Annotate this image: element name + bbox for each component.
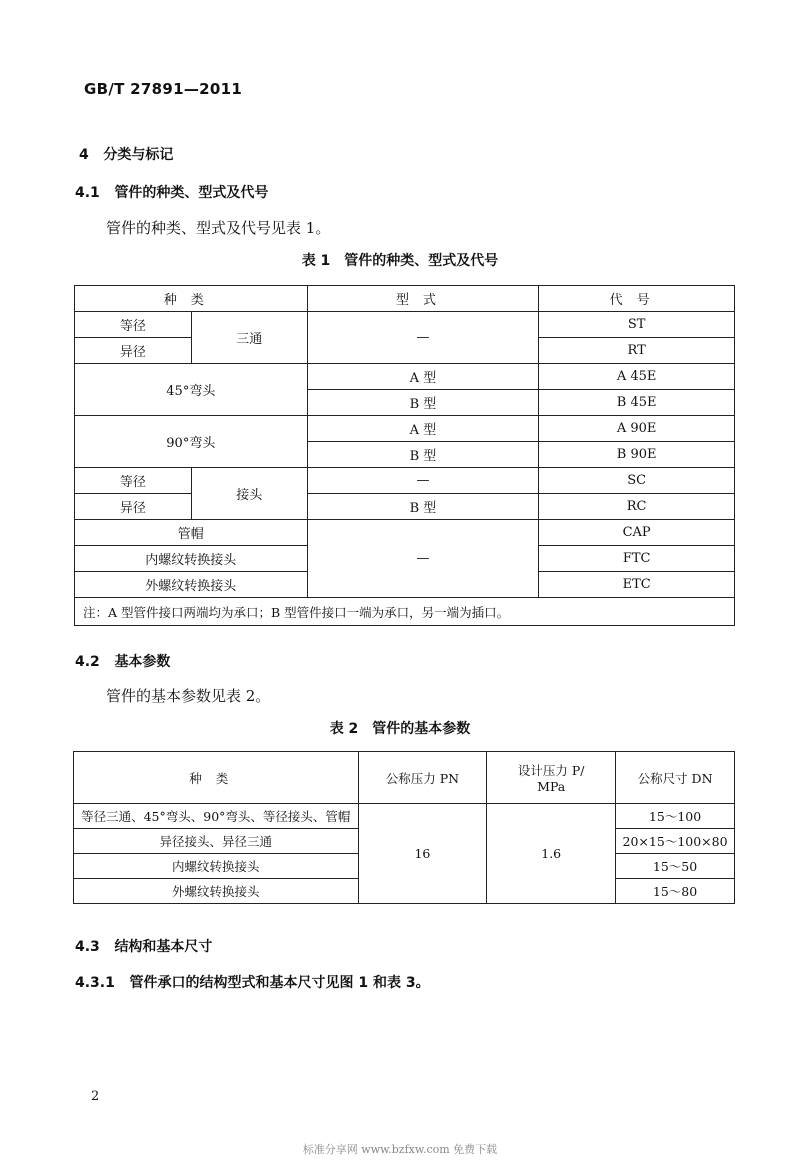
- header-design-pressure: [487, 752, 616, 804]
- cell-joint: 接头: [191, 468, 307, 520]
- header-kind: 种类: [75, 286, 308, 312]
- page-number: 2: [91, 1089, 100, 1104]
- cell-etc: 外螺纹转换接头: [75, 572, 308, 598]
- cell-dn: 15～100: [616, 804, 735, 829]
- table-1: [74, 285, 735, 626]
- section-title: 基本参数: [114, 654, 171, 670]
- header-p-line1: 设计压力 P/: [517, 763, 585, 778]
- section-number: 4.1: [75, 185, 100, 201]
- cell-dash: —: [307, 312, 539, 364]
- standard-code: GB/T 27891—2011: [84, 80, 243, 98]
- table-header-row: [74, 752, 735, 804]
- cell-code: RC: [539, 494, 735, 520]
- cell-dn: 15～50: [616, 854, 735, 879]
- table-2: [73, 751, 735, 904]
- cell-code: FTC: [539, 546, 735, 572]
- cell-code: ETC: [539, 572, 735, 598]
- cell-type: A 型: [307, 364, 539, 390]
- section-4-3-1-heading: [75, 972, 430, 992]
- section-number: 4.3.1: [75, 975, 115, 991]
- cell-equal: 等径: [75, 312, 192, 338]
- table-header-row: [75, 286, 735, 312]
- table-note: 注：A 型管件接口两端均为承口；B 型管件接口一端为承口，另一端为插口。: [75, 598, 735, 626]
- section-title: 管件的种类、型式及代号: [114, 185, 269, 201]
- header-pn: 公称压力 PN: [358, 752, 487, 804]
- cell-ftc: 内螺纹转换接头: [75, 546, 308, 572]
- cell-pn: 16: [358, 804, 487, 904]
- cell-dn: 20×15～100×80: [616, 829, 735, 854]
- cell-code: RT: [539, 338, 735, 364]
- cell-kind: 外螺纹转换接头: [74, 879, 359, 904]
- cell-reducing: 异径: [75, 494, 192, 520]
- section-number: 4: [79, 147, 89, 163]
- cell-code: SC: [539, 468, 735, 494]
- cell-cap: 管帽: [75, 520, 308, 546]
- cell-elbow-90: 90°弯头: [75, 416, 308, 468]
- cell-code: B 90E: [539, 442, 735, 468]
- table-2-caption: 表 2 管件的基本参数: [329, 721, 471, 737]
- cell-reducing: 异径: [75, 338, 192, 364]
- header-p-line2: MPa: [537, 779, 566, 794]
- cell-kind: 内螺纹转换接头: [74, 854, 359, 879]
- table-1-caption: 表 1 管件的种类、型式及代号: [301, 253, 499, 269]
- section-title: 结构和基本尺寸: [114, 939, 213, 955]
- cell-code: B 45E: [539, 390, 735, 416]
- cell-elbow-45: 45°弯头: [75, 364, 308, 416]
- cell-code: A 90E: [539, 416, 735, 442]
- table-row: [75, 468, 735, 494]
- section-4-2-heading: [75, 651, 170, 671]
- table-row: [75, 312, 735, 338]
- cell-type: B 型: [307, 390, 539, 416]
- cell-code: ST: [539, 312, 735, 338]
- table-row: [75, 364, 735, 390]
- footer-watermark: 标准分享网 www.bzfxw.com 免费下载: [302, 1143, 498, 1156]
- cell-type: A 型: [307, 416, 539, 442]
- table-note-row: [75, 598, 735, 626]
- section-number: 4.2: [75, 654, 100, 670]
- section-4-1-heading: [75, 182, 268, 202]
- cell-type: B 型: [307, 494, 539, 520]
- cell-code: CAP: [539, 520, 735, 546]
- cell-kind: 等径三通、45°弯头、90°弯头、等径接头、管帽: [74, 804, 359, 829]
- cell-dash: —: [307, 520, 539, 598]
- cell-equal: 等径: [75, 468, 192, 494]
- table-row: [75, 494, 735, 520]
- header-code: 代号: [539, 286, 735, 312]
- cell-type: B 型: [307, 442, 539, 468]
- cell-kind: 异径接头、异径三通: [74, 829, 359, 854]
- section-4-1-text: 管件的种类、型式及代号见表 1。: [106, 219, 331, 237]
- section-number: 4.3: [75, 939, 100, 955]
- cell-tee: 三通: [191, 312, 307, 364]
- header-dn: 公称尺寸 DN: [616, 752, 735, 804]
- section-4-2-text: 管件的基本参数见表 2。: [106, 687, 271, 705]
- section-text: 管件承口的结构型式和基本尺寸见图 1 和表 3。: [129, 975, 430, 991]
- section-title: 分类与标记: [103, 147, 174, 163]
- table-row: [75, 416, 735, 442]
- section-4-heading: [79, 144, 173, 164]
- cell-design-pressure: 1.6: [487, 804, 616, 904]
- cell-dn: 15～80: [616, 879, 735, 904]
- header-kind: 种类: [74, 752, 359, 804]
- table-row: [74, 804, 735, 829]
- cell-dash: —: [307, 468, 539, 494]
- header-type: 型式: [307, 286, 539, 312]
- cell-code: A 45E: [539, 364, 735, 390]
- table-row: [75, 520, 735, 546]
- section-4-3-heading: [75, 936, 212, 956]
